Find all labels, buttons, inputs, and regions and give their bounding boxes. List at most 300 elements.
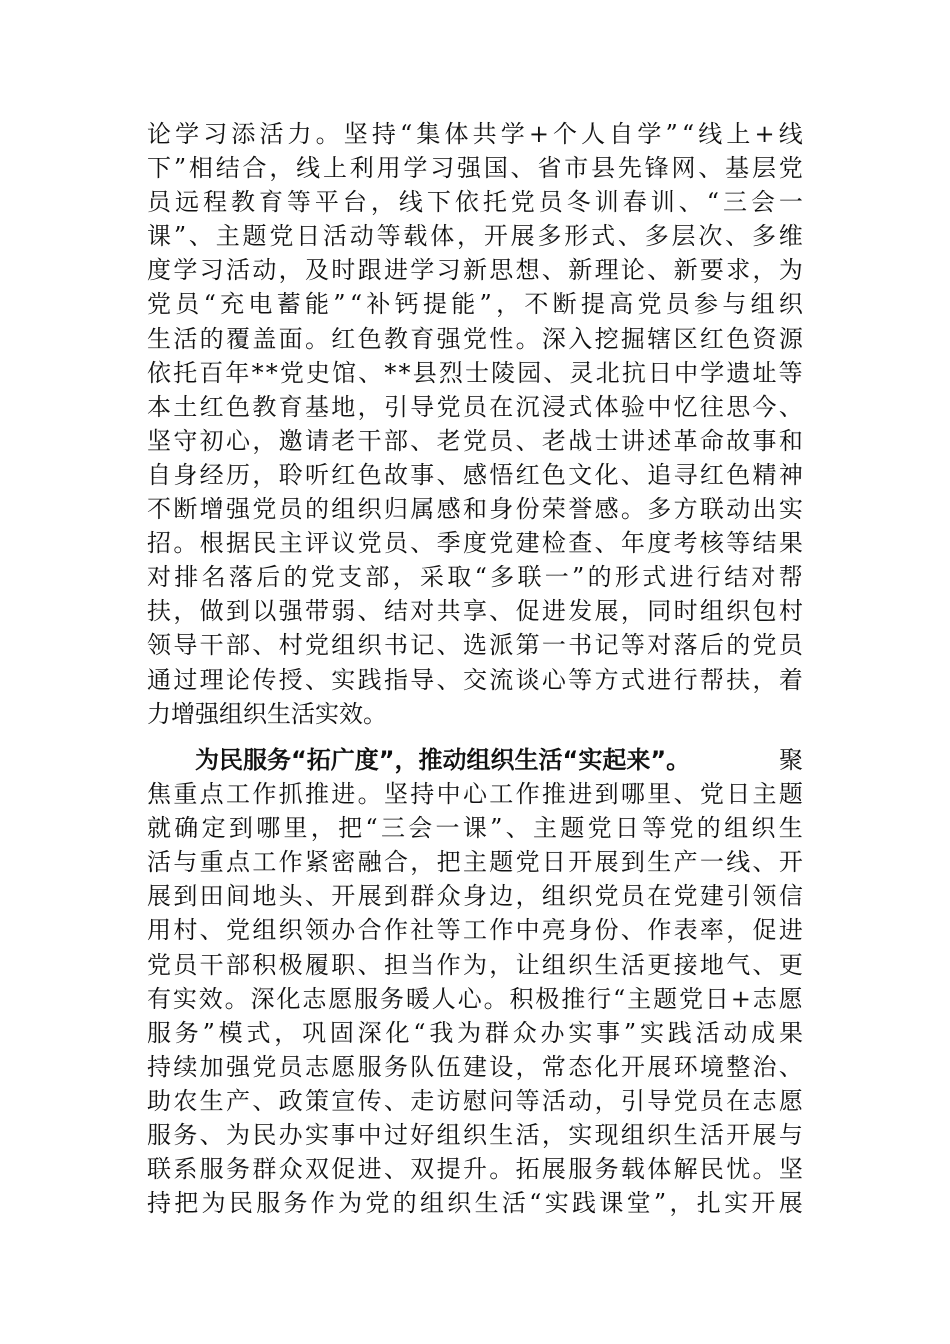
glyph: 暖: [405, 984, 430, 1013]
glyph: 多: [644, 222, 669, 251]
glyph: 、: [383, 1155, 408, 1184]
glyph: 更: [778, 950, 803, 979]
glyph: 事: [596, 1018, 621, 1047]
glyph: 持: [147, 1052, 171, 1081]
glyph: 重: [199, 848, 224, 877]
glyph: 作: [278, 848, 303, 877]
glyph: 区: [673, 324, 698, 353]
glyph: 方: [673, 495, 698, 524]
paragraph-2-first-line-rest: 聚: [779, 746, 803, 774]
glyph: 坚: [778, 1155, 803, 1184]
text-line: [147, 628, 803, 662]
glyph: 题: [653, 984, 678, 1013]
glyph: 相: [188, 154, 213, 183]
glyph: 党: [252, 495, 277, 524]
glyph: 组: [541, 882, 566, 911]
glyph: 、: [543, 358, 568, 387]
glyph: 帮: [699, 665, 724, 694]
glyph: 红: [515, 460, 540, 489]
glyph: 务: [380, 984, 405, 1013]
glyph: 、: [778, 392, 803, 421]
glyph: 活: [147, 848, 171, 877]
glyph: 联: [517, 563, 542, 592]
glyph: 强: [225, 1052, 250, 1081]
glyph: 现: [594, 1121, 619, 1150]
glyph: 学: [637, 120, 662, 148]
text-line: [147, 492, 803, 526]
glyph: ，: [515, 882, 540, 911]
glyph: 把: [436, 848, 461, 877]
glyph: 织: [462, 1121, 487, 1150]
glyph: ，: [752, 665, 777, 694]
glyph: 履: [304, 950, 329, 979]
glyph: 中: [436, 780, 461, 809]
glyph: 合: [383, 848, 408, 877]
glyph: ，: [410, 848, 435, 877]
glyph: 习: [203, 120, 228, 148]
glyph: 党: [637, 290, 662, 319]
glyph: 。: [224, 984, 249, 1013]
glyph: 引: [726, 882, 751, 911]
glyph: 表: [673, 916, 698, 945]
glyph: 度: [147, 256, 171, 285]
glyph: 士: [464, 358, 489, 387]
glyph: 感: [462, 460, 487, 489]
glyph: 升: [462, 1155, 487, 1184]
glyph: 工: [225, 780, 250, 809]
glyph: 取: [447, 563, 472, 592]
paragraph-2-heading: 为民服务“拓广度”，推动组织生活“实起来”。: [195, 746, 691, 774]
glyph: 老: [436, 426, 461, 455]
glyph: 士: [594, 426, 619, 455]
glyph: 干: [357, 426, 382, 455]
glyph: 堂: [626, 1189, 651, 1218]
glyph: 、: [510, 154, 535, 183]
glyph: 活: [515, 1121, 540, 1150]
glyph: 党: [225, 916, 250, 945]
glyph: 。: [173, 529, 198, 558]
glyph: 密: [331, 848, 356, 877]
glyph: 接: [673, 950, 698, 979]
glyph: 民: [228, 1189, 253, 1218]
glyph: 伍: [436, 1052, 461, 1081]
glyph: 抓: [278, 780, 303, 809]
glyph: 色: [726, 324, 751, 353]
glyph: 革: [673, 426, 698, 455]
glyph: 发: [568, 597, 593, 626]
glyph: 行: [587, 984, 612, 1013]
glyph: 充: [220, 290, 245, 319]
glyph: 服: [568, 1155, 593, 1184]
glyph: 锋: [644, 154, 669, 183]
glyph: 学: [500, 120, 525, 148]
glyph: 评: [304, 529, 329, 558]
glyph: 线: [398, 188, 423, 217]
glyph: 建: [515, 529, 540, 558]
glyph: ，: [489, 950, 514, 979]
glyph: 高: [609, 290, 634, 319]
glyph: 学: [700, 358, 725, 387]
glyph: 下: [147, 154, 171, 183]
glyph: 掘: [620, 324, 645, 353]
glyph: 促: [331, 1155, 356, 1184]
glyph: 学: [175, 120, 200, 148]
glyph: 题: [489, 848, 514, 877]
glyph: 、: [778, 1052, 803, 1081]
glyph: 老: [331, 426, 356, 455]
glyph: 一: [544, 563, 569, 592]
text-line: [147, 663, 803, 697]
glyph: 员: [778, 631, 803, 660]
glyph: 后: [699, 631, 724, 660]
glyph: 展: [647, 1052, 672, 1081]
glyph: 日: [726, 780, 751, 809]
glyph: 落: [673, 631, 698, 660]
glyph: 体: [444, 120, 469, 148]
glyph: 、: [489, 597, 514, 626]
glyph: 部: [365, 563, 390, 592]
glyph: 式: [568, 392, 593, 421]
glyph: 员: [620, 882, 645, 911]
glyph: 极: [278, 950, 303, 979]
glyph: 到: [620, 848, 645, 877]
glyph: 馆: [332, 358, 357, 387]
glyph: 极: [535, 984, 560, 1013]
glyph: 重: [173, 780, 198, 809]
glyph: 辖: [647, 324, 672, 353]
glyph: 层: [671, 222, 696, 251]
glyph: 、: [188, 222, 213, 251]
glyph: 生: [489, 1121, 514, 1150]
glyph: 组: [699, 597, 724, 626]
glyph: “: [203, 290, 216, 319]
glyph: 活: [173, 324, 198, 353]
glyph: ，: [357, 392, 382, 421]
glyph: 推: [541, 780, 566, 809]
glyph: 论: [620, 256, 645, 285]
glyph: 谈: [515, 665, 540, 694]
glyph: 导: [647, 1086, 672, 1115]
glyph: 誉: [568, 495, 593, 524]
glyph: 地: [252, 882, 277, 911]
glyph: 土: [173, 392, 198, 421]
glyph: “: [613, 984, 626, 1013]
glyph: 身: [462, 882, 487, 911]
glyph: 推: [304, 780, 329, 809]
glyph: 、: [357, 950, 382, 979]
glyph: 把: [174, 1189, 199, 1218]
glyph: 志: [302, 984, 327, 1013]
glyph: 开: [620, 1052, 645, 1081]
glyph: 产: [673, 848, 698, 877]
glyph: 三: [722, 188, 747, 217]
glyph: 双: [304, 1155, 329, 1184]
glyph: 社: [410, 916, 435, 945]
glyph: 行: [696, 563, 721, 592]
glyph: 、: [410, 426, 435, 455]
glyph: 员: [278, 495, 303, 524]
glyph: 等: [778, 358, 803, 387]
glyph: 焦: [147, 780, 171, 809]
glyph: 紧: [304, 848, 329, 877]
glyph: 村: [278, 631, 303, 660]
glyph: 时: [673, 597, 698, 626]
glyph: 好: [410, 1121, 435, 1150]
glyph: 领: [304, 916, 329, 945]
glyph: 与: [778, 1121, 803, 1150]
glyph: 论: [147, 120, 171, 148]
glyph: ，: [269, 154, 294, 183]
glyph: 实: [724, 1189, 749, 1218]
glyph: 产: [225, 1086, 250, 1115]
glyph: 结: [215, 154, 240, 183]
glyph: 间: [225, 882, 250, 911]
glyph: ，: [752, 256, 777, 285]
glyph: +: [754, 120, 775, 148]
glyph: ，: [541, 1121, 566, 1150]
glyph: 实: [331, 665, 356, 694]
glyph: 织: [568, 882, 593, 911]
glyph: 主: [462, 848, 487, 877]
glyph: 效: [198, 984, 223, 1013]
glyph: 。: [357, 780, 382, 809]
glyph: ，: [173, 597, 198, 626]
glyph: 就: [147, 814, 171, 843]
glyph: 沉: [515, 392, 540, 421]
glyph: 传: [357, 1086, 382, 1115]
glyph: 、: [436, 631, 461, 660]
paragraph-2-body: [147, 777, 803, 1220]
glyph: 到: [225, 597, 250, 626]
text-line: [147, 1016, 803, 1050]
glyph: 基: [304, 392, 329, 421]
glyph: 集: [416, 120, 441, 148]
glyph: 自: [609, 120, 634, 148]
glyph: “: [474, 563, 487, 592]
glyph: 基: [725, 154, 750, 183]
glyph: 能: [304, 290, 329, 319]
glyph: 对: [147, 563, 171, 592]
glyph: 为: [457, 1018, 482, 1047]
glyph: 灵: [569, 358, 594, 387]
glyph: 托: [482, 188, 507, 217]
glyph: 化: [385, 1018, 410, 1047]
glyph: 学: [403, 154, 428, 183]
glyph: 选: [462, 631, 487, 660]
text-line: [147, 777, 803, 811]
glyph: 线: [778, 120, 803, 148]
glyph: 托: [173, 358, 198, 387]
glyph: 书: [568, 631, 593, 660]
glyph: 台: [342, 188, 367, 217]
glyph: 等: [620, 631, 645, 660]
glyph: 务: [383, 1052, 408, 1081]
glyph: 、: [678, 188, 703, 217]
glyph: 结: [724, 563, 749, 592]
glyph: 里: [647, 780, 672, 809]
glyph: 采: [419, 563, 444, 592]
text-line-content: 力增强组织生活实效。: [147, 699, 387, 728]
glyph: 中: [674, 358, 699, 387]
glyph: 织: [568, 950, 593, 979]
glyph: 、: [541, 256, 566, 285]
glyph: 务: [225, 1155, 250, 1184]
glyph: 式: [620, 665, 645, 694]
glyph: 领: [752, 882, 777, 911]
glyph: 导: [173, 631, 198, 660]
glyph: 授: [278, 665, 303, 694]
glyph: 。: [483, 984, 508, 1013]
glyph: 为: [201, 1189, 226, 1218]
glyph: 织: [726, 597, 751, 626]
glyph: 主: [215, 222, 240, 251]
glyph: 资: [752, 324, 777, 353]
glyph: 组: [541, 950, 566, 979]
glyph: 、: [199, 1121, 224, 1150]
glyph: 、: [383, 1086, 408, 1115]
glyph: 入: [568, 324, 593, 353]
glyph: 寻: [673, 460, 698, 489]
glyph: 联: [147, 1155, 171, 1184]
glyph: 不: [147, 495, 171, 524]
glyph: 务: [173, 1121, 198, 1150]
glyph: 党: [147, 290, 171, 319]
glyph: 到: [383, 882, 408, 911]
glyph: ”: [333, 290, 346, 319]
glyph: 展: [594, 597, 619, 626]
glyph: 上: [322, 154, 347, 183]
glyph: 为: [778, 256, 803, 285]
glyph: 课: [462, 814, 487, 843]
glyph: 色: [357, 460, 382, 489]
glyph: 身: [568, 916, 593, 945]
glyph: 实: [568, 1018, 593, 1047]
glyph: 带: [304, 597, 329, 626]
glyph: 服: [147, 1018, 171, 1047]
glyph: 为: [338, 1189, 363, 1218]
glyph: 村: [778, 597, 803, 626]
glyph: 续: [173, 1052, 198, 1081]
glyph: 、: [357, 597, 382, 626]
glyph: 心: [462, 780, 487, 809]
glyph: 办: [278, 1121, 303, 1150]
glyph: ”: [173, 154, 187, 183]
glyph: 。: [752, 1155, 777, 1184]
glyph: 补: [366, 290, 391, 319]
glyph: 层: [751, 154, 776, 183]
glyph: 的: [587, 563, 612, 592]
glyph: 整: [726, 1052, 751, 1081]
glyph: *: [384, 358, 397, 387]
glyph: 交: [462, 665, 487, 694]
glyph: 据: [225, 529, 250, 558]
glyph: 设: [489, 1052, 514, 1081]
glyph: 群: [484, 1018, 509, 1047]
glyph: 教: [230, 188, 255, 217]
glyph: ，: [252, 426, 277, 455]
glyph: 巩: [302, 1018, 327, 1047]
glyph: 浸: [541, 392, 566, 421]
glyph: 服: [256, 1189, 281, 1218]
glyph: 载: [620, 1155, 645, 1184]
glyph: 党: [365, 1189, 390, 1218]
glyph: 电: [248, 290, 273, 319]
glyph: 红: [699, 460, 724, 489]
glyph: 织: [447, 1189, 472, 1218]
glyph: 陵: [491, 358, 516, 387]
glyph: 属: [410, 495, 435, 524]
glyph: 习: [199, 256, 224, 285]
glyph: 作: [515, 780, 540, 809]
glyph: 展: [541, 1155, 566, 1184]
text-line: [147, 982, 803, 1016]
glyph: 源: [778, 324, 803, 353]
glyph: 员: [147, 188, 171, 217]
glyph: 线: [698, 120, 723, 148]
glyph: 持: [147, 1189, 171, 1218]
glyph: 党: [594, 882, 619, 911]
glyph: 建: [462, 1052, 487, 1081]
glyph: 党: [489, 529, 514, 558]
glyph: 提: [436, 1155, 461, 1184]
glyph: 活: [225, 256, 250, 285]
glyph: 坚: [383, 780, 408, 809]
glyph: 身: [173, 460, 198, 489]
glyph: 边: [489, 882, 514, 911]
glyph: 训: [594, 188, 619, 217]
glyph: 党: [510, 188, 535, 217]
glyph: 党: [279, 358, 304, 387]
glyph: 式: [591, 222, 616, 251]
glyph: 议: [331, 529, 356, 558]
glyph: 多: [490, 563, 515, 592]
glyph: 提: [422, 290, 447, 319]
glyph: 党: [147, 950, 171, 979]
glyph: ”: [479, 290, 492, 319]
glyph: 、: [752, 950, 777, 979]
glyph: 部: [225, 950, 250, 979]
glyph: 等: [515, 1086, 540, 1115]
glyph: 参: [694, 290, 719, 319]
glyph: 帮: [778, 563, 803, 592]
glyph: 、: [515, 426, 540, 455]
glyph: 同: [647, 597, 672, 626]
glyph: “: [349, 290, 363, 319]
glyph: 等: [286, 188, 311, 217]
glyph: 依: [454, 188, 479, 217]
glyph: 的: [283, 563, 308, 592]
glyph: 题: [242, 222, 267, 251]
glyph: 活: [699, 1121, 724, 1150]
glyph: 老: [541, 426, 566, 455]
glyph: 结: [752, 529, 777, 558]
glyph: 职: [331, 950, 356, 979]
glyph: 实: [568, 1121, 593, 1150]
glyph: 活: [620, 950, 645, 979]
glyph: 的: [726, 631, 751, 660]
glyph: 工: [462, 916, 487, 945]
glyph: 党: [357, 529, 382, 558]
glyph: 想: [515, 256, 540, 285]
glyph: 作: [489, 916, 514, 945]
glyph: 、: [410, 529, 435, 558]
glyph: 季: [436, 529, 461, 558]
glyph: 程: [202, 188, 227, 217]
glyph: 、: [673, 780, 698, 809]
glyph: 式: [642, 563, 667, 592]
glyph: 头: [278, 882, 303, 911]
glyph: 、: [620, 916, 645, 945]
